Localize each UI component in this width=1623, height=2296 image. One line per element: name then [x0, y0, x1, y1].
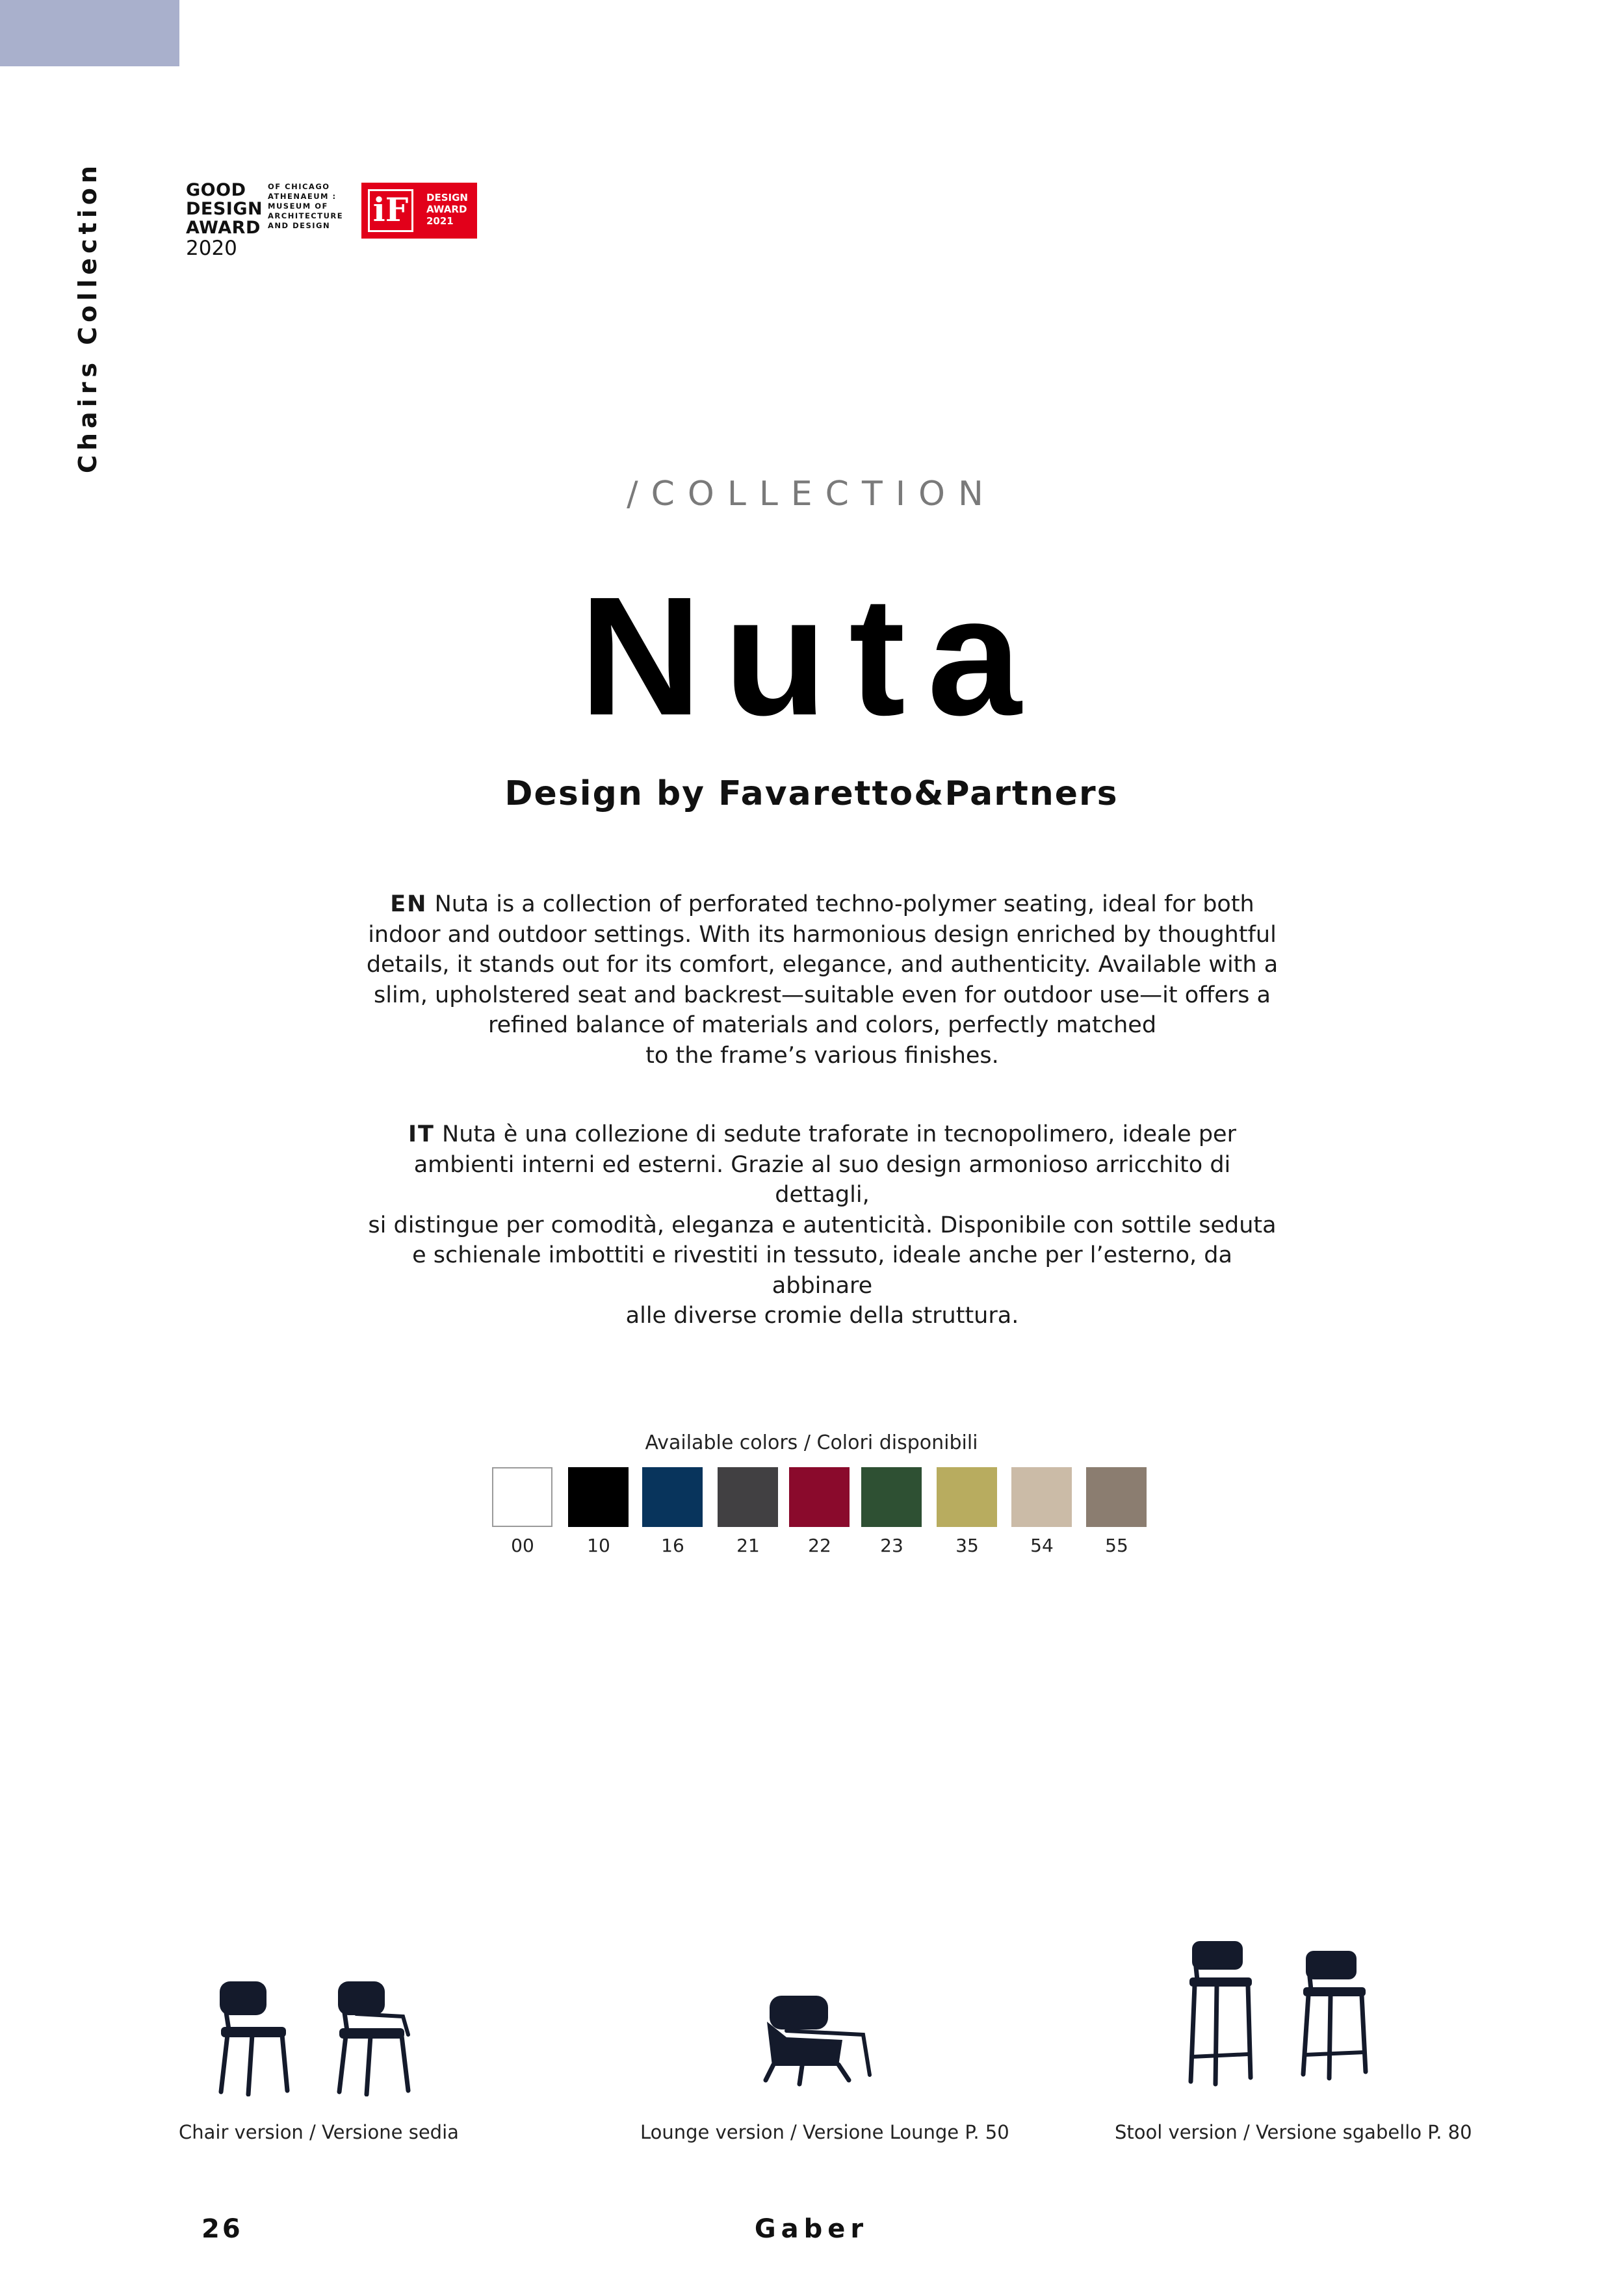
color-code-label: 35 — [955, 1535, 979, 1556]
color-code-label: 21 — [736, 1535, 760, 1556]
if-text-line: DESIGN — [426, 192, 468, 203]
chair-icon — [214, 1976, 292, 2096]
if-text-line: AWARD — [426, 203, 467, 215]
color-swatch-21 — [718, 1467, 778, 1527]
color-swatch-22 — [789, 1467, 850, 1527]
color-swatch-35 — [937, 1467, 997, 1527]
gda-line-2: DESIGN — [186, 199, 263, 219]
designer-credit: Design by Favaretto&Partners — [504, 774, 1119, 813]
color-code-label: 22 — [808, 1535, 831, 1556]
description-line: Nuta is a collection of perforated techno-polymer seating, ideal for both — [427, 891, 1254, 917]
lounge-version-label: Lounge version / Versione Lounge P. 50 — [640, 2121, 1009, 2143]
gda-line-3: AWARD — [186, 218, 261, 238]
description-line: indoor and outdoor settings. With its harmonious design enriched by thoughtful — [368, 921, 1277, 948]
gda-sub-line: MUSEUM OF — [268, 202, 328, 211]
brand-name: Gaber — [754, 2214, 869, 2244]
armchair-icon — [330, 1976, 418, 2096]
collection-title: Nuta — [579, 562, 1044, 751]
gda-sub-line: AND DESIGN — [268, 221, 331, 230]
description-line: to the frame’s various finishes. — [645, 1042, 999, 1069]
description-line: Nuta è una collezione di sedute traforate in tecnopolimero, ideale per — [434, 1121, 1236, 1147]
gda-year: 2020 — [186, 237, 237, 260]
side-section-label: Chairs Collection — [73, 161, 102, 473]
gda-sub-line: ATHENAEUM : — [268, 192, 337, 201]
description-line: si distingue per comodità, eleganza e autenticità. Disponibile con sottile seduta — [368, 1212, 1277, 1238]
color-swatch-23 — [861, 1467, 922, 1527]
color-swatch-54 — [1011, 1467, 1072, 1527]
color-swatch-00 — [492, 1467, 552, 1527]
description-line: details, it stands out for its comfort, elegance, and authenticity. Available with a — [366, 952, 1279, 978]
color-code-label: 00 — [511, 1535, 534, 1556]
color-code-label: 16 — [661, 1535, 684, 1556]
stool-version-label: Stool version / Versione sgabello P. 80 — [1115, 2121, 1472, 2143]
page-number: 26 — [201, 2214, 243, 2244]
counter-stool-icon — [1297, 1947, 1371, 2083]
description-english — [364, 889, 1280, 1071]
language-tag-it: IT — [408, 1121, 435, 1147]
description-line: alle diverse cromie della struttura. — [625, 1303, 1019, 1329]
color-swatch-55 — [1086, 1467, 1147, 1527]
lounge-chair-icon — [760, 1989, 874, 2087]
if-award-text — [426, 192, 468, 227]
gda-sub-line: OF CHICAGO — [268, 182, 330, 191]
language-tag-en: EN — [390, 891, 428, 917]
corner-tab — [0, 0, 179, 66]
gda-subtitle — [268, 182, 343, 231]
color-swatch-10 — [568, 1467, 629, 1527]
color-code-label: 55 — [1105, 1535, 1128, 1556]
gda-line-1: GOOD — [186, 180, 246, 200]
chair-version-label: Chair version / Versione sedia — [179, 2121, 459, 2143]
description-line: ambienti interni ed esterni. Grazie al suo design armonioso arricchito di dettagli, — [413, 1151, 1231, 1208]
description-line: refined balance of materials and colors, perfectly matched — [487, 1012, 1157, 1038]
color-code-label: 10 — [587, 1535, 610, 1556]
description-italian — [364, 1119, 1280, 1331]
color-swatch-16 — [642, 1467, 703, 1527]
if-text-line: 2021 — [426, 215, 454, 227]
high-stool-icon — [1183, 1937, 1258, 2087]
color-code-label: 23 — [880, 1535, 903, 1556]
section-kicker: /COLLECTION — [627, 475, 996, 514]
if-design-award-logo — [361, 183, 477, 239]
good-design-award-logo — [186, 181, 348, 259]
gda-sub-line: ARCHITECTURE — [268, 211, 344, 220]
color-code-label: 54 — [1030, 1535, 1054, 1556]
description-line: e schienale imbottiti e rivestiti in tessuto, ideale anche per l’esterno, da abbinare — [412, 1242, 1232, 1299]
if-mark: iF — [368, 189, 413, 232]
description-line: slim, upholstered seat and backrest—suitable even for outdoor use—it offers a — [374, 982, 1271, 1008]
available-colors-label: Available colors / Colori disponibili — [645, 1431, 978, 1454]
